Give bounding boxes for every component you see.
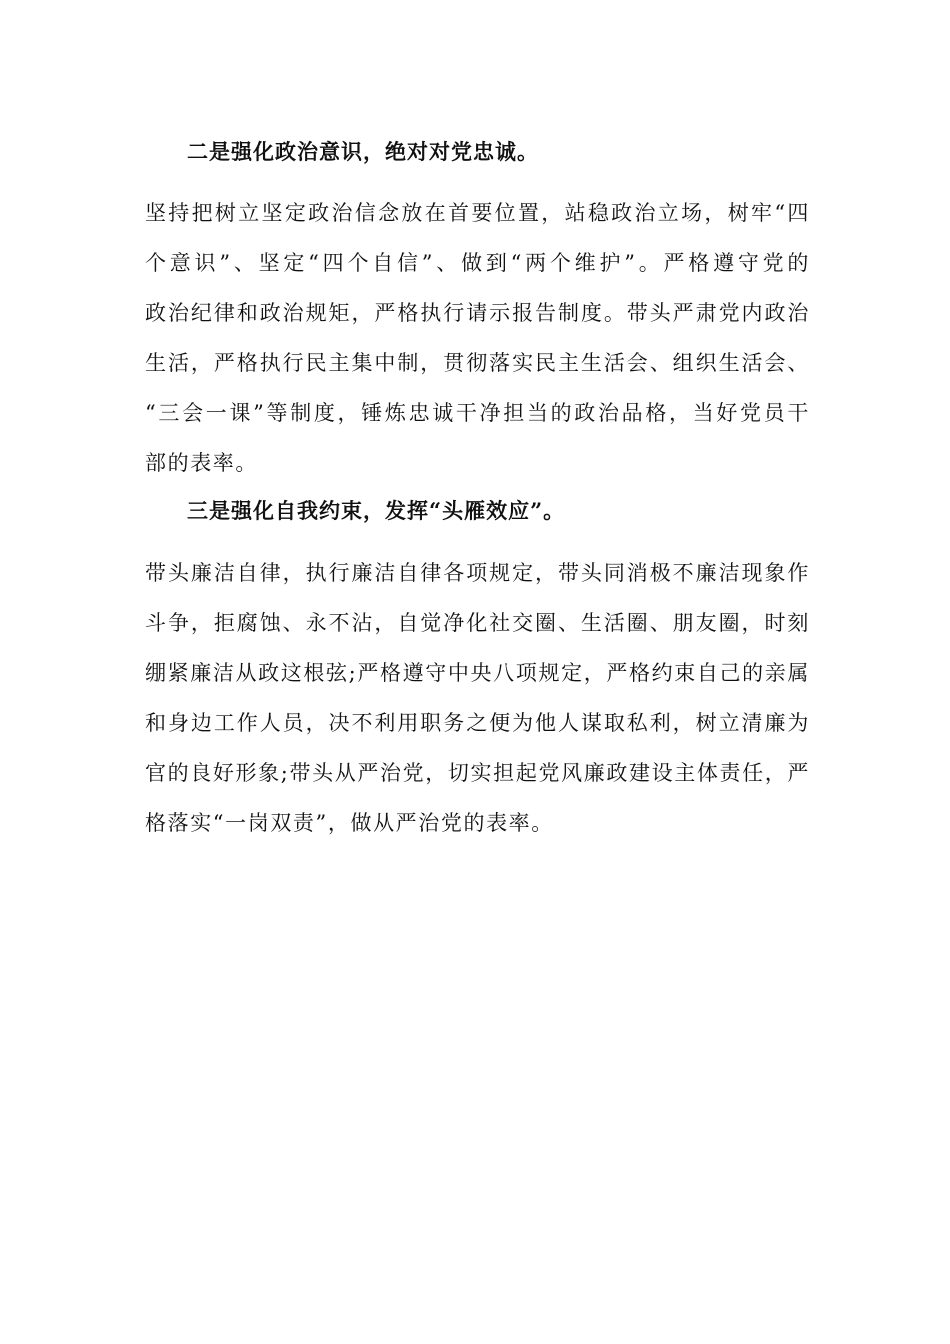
paragraph-line: 绷紧廉洁从政这根弦;严格遵守中央八项规定，严格约束自己的亲属 xyxy=(145,661,810,685)
paragraph-line: 坚持把树立坚定政治信念放在首要位置，站稳政治立场，树牢“四 xyxy=(145,201,810,225)
paragraph-line: 带头廉洁自律，执行廉洁自律各项规定，带头同消极不廉洁现象作 xyxy=(145,561,810,585)
section-heading-2: 二是强化政治意识，绝对对党忠诚。 xyxy=(187,139,539,164)
paragraph-line: 政治纪律和政治规矩，严格执行请示报告制度。带头严肃党内政治 xyxy=(145,301,810,325)
paragraph-line: “三会一课”等制度，锤炼忠诚干净担当的政治品格，当好党员干 xyxy=(145,401,810,425)
paragraph-line: 个意识”、坚定“四个自信”、做到“两个维护”。严格遵守党的 xyxy=(145,251,810,275)
paragraph-line: 格落实“一岗双责”，做从严治党的表率。 xyxy=(145,811,554,835)
paragraph-line: 斗争，拒腐蚀、永不沾，自觉净化社交圈、生活圈、朋友圈，时刻 xyxy=(145,611,810,635)
section-heading-3: 三是强化自我约束，发挥“头雁效应”。 xyxy=(187,498,566,523)
paragraph-line: 部的表率。 xyxy=(145,451,258,475)
paragraph-line: 官的良好形象;带头从严治党，切实担起党风廉政建设主体责任，严 xyxy=(145,761,810,785)
paragraph-line: 生活，严格执行民主集中制，贯彻落实民主生活会、组织生活会、 xyxy=(145,351,810,375)
paragraph-line: 和身边工作人员，决不利用职务之便为他人谋取私利，树立清廉为 xyxy=(145,711,810,735)
